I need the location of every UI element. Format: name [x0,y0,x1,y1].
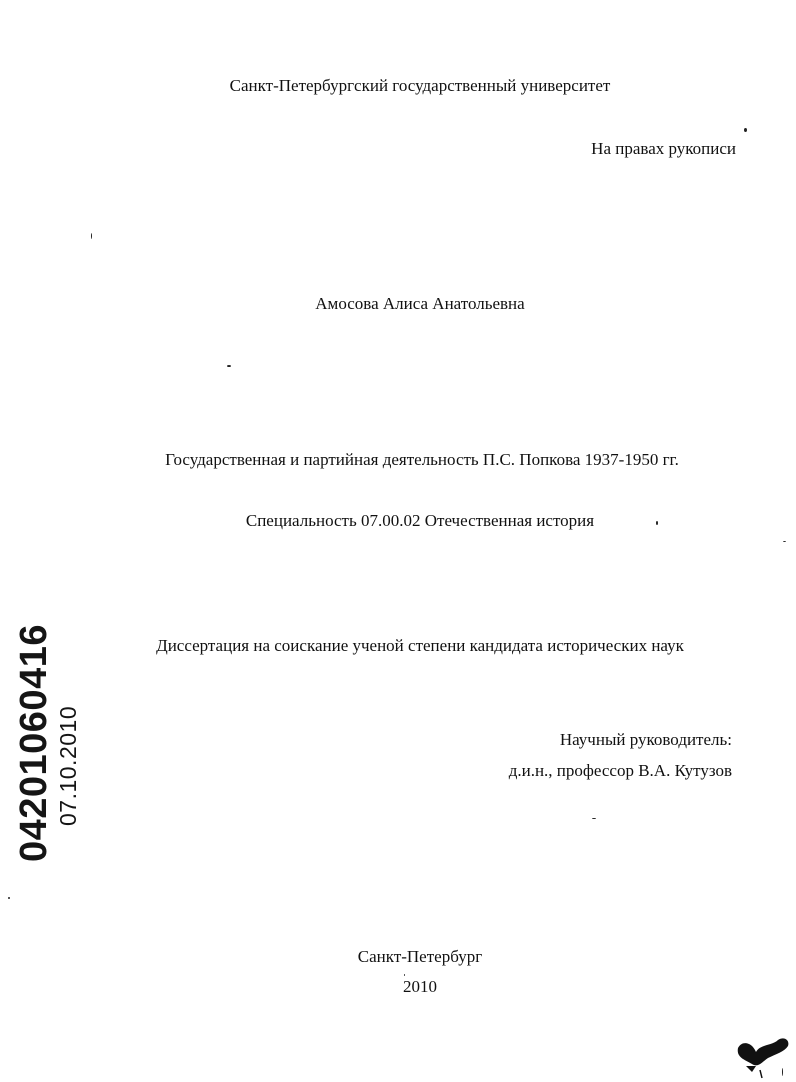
scan-speck [656,521,658,525]
scan-speck [8,897,10,899]
university-name: Санкт-Петербургский государственный университет [229,76,611,95]
scan-speck [227,365,231,367]
library-stamp-number: 04201060416 [13,624,55,862]
year: 2010 [403,977,437,996]
scan-speck [404,974,405,976]
degree-line: Диссертация на соискание ученой степени кандидата исторических наук [156,636,684,655]
dissertation-title: Государственная и партийная деятельность П.С. Попкова 1937-1950 гг. [165,450,679,469]
supervisor-label: Научный руководитель: [559,730,732,749]
manuscript-note: На правах рукописи [591,139,736,158]
supervisor-name: д.и.н., профессор В.А. Кутузов [508,761,732,780]
scan-speck [592,818,596,819]
library-stamp-date: 07.10.2010 [55,705,81,826]
ink-blot-mark [732,1030,794,1080]
city: Санкт-Петербург [357,947,483,966]
scan-speck [783,541,786,542]
specialty-line: Специальность 07.00.02 Отечественная история [245,511,595,530]
author-name: Амосова Алиса Анатольевна [315,294,525,313]
scan-speck [744,128,747,132]
scan-speck [91,233,92,239]
